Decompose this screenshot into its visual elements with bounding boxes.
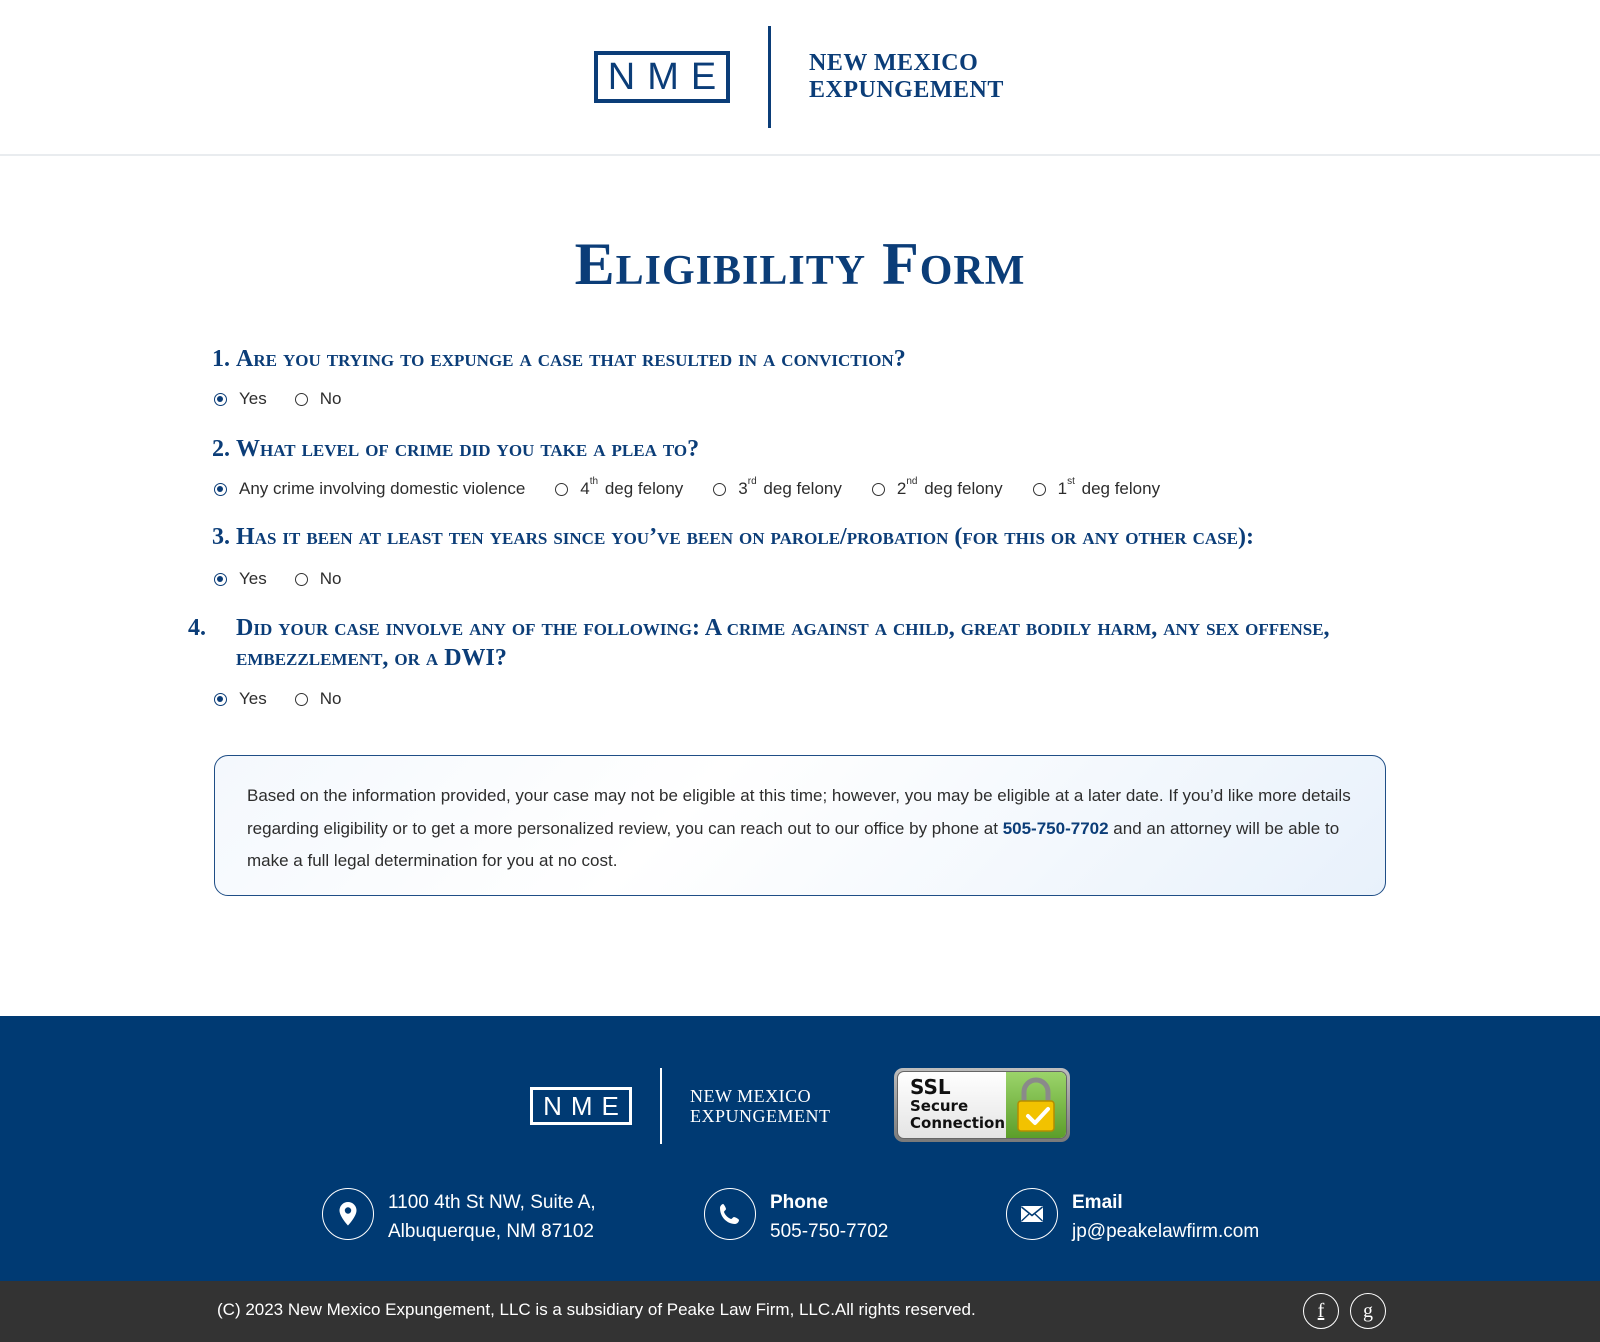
radio-button-checked[interactable] [214,693,227,706]
option-label [580,476,684,499]
notice-text-after: and an attorney will be able to make a full legal determination for you at no cost. [247,818,1340,870]
ssl-line-1: SSL [910,1075,951,1099]
radio-button[interactable] [1033,483,1046,496]
question-number: 3. [212,524,230,550]
address-text [388,1188,596,1246]
footer-email [1006,1188,1259,1246]
option-label: No [319,689,342,708]
phone-number[interactable]: 505-750-7702 [770,1221,889,1242]
facebook-icon[interactable]: f [1303,1293,1339,1329]
radio-option-yes[interactable] [214,389,267,409]
option-label: Yes [239,689,267,708]
question-2-options [214,477,1190,501]
question-number: 4. [188,615,206,641]
degree-text: deg felony [924,479,1003,498]
logo-divider [768,26,771,128]
site-footer [0,1016,1600,1281]
radio-button[interactable] [295,393,308,406]
page-title: Eligibility Form [574,231,1026,297]
envelope-glyph [1020,1205,1044,1223]
map-pin-icon [322,1188,374,1240]
degree-suffix: nd [906,476,918,488]
radio-option-no[interactable] [295,689,342,709]
notice-phone-link[interactable]: 505-750-7702 [1002,818,1109,838]
option-label [896,476,1003,499]
option-label [1057,476,1161,499]
question-4 [188,613,1388,673]
question-text: Are you trying to expunge a case that resulted in a conviction? [236,346,906,372]
radio-option-4th-deg-felony[interactable] [555,476,684,499]
logo-line-1: NEW MEXICO [809,50,979,76]
footer-logo[interactable] [530,1068,831,1144]
degree-number: 4 [580,479,590,498]
ssl-badge-inner [897,1071,1067,1139]
radio-button[interactable] [713,483,726,496]
copyright-text: (C) 2023 New Mexico Expungement, LLC is a subsidiary of Peake Law Firm, LLC.All rights reserved. [217,1300,976,1319]
radio-option-3rd-deg-felony[interactable] [713,476,842,499]
degree-text: deg felony [763,479,842,498]
copyright-bar [0,1281,1600,1342]
logo-wordmark [690,1086,831,1126]
address-line-1: 1100 4th St NW, Suite A, [388,1192,596,1213]
radio-button[interactable] [295,573,308,586]
degree-suffix: rd [747,476,757,488]
degree-number: 2 [896,479,907,498]
question-number: 1. [212,346,230,372]
question-2 [212,434,1392,464]
logo-abbreviation: NME [594,51,730,103]
question-text: What level of crime did you take a plea to? [236,436,700,462]
footer-address [322,1188,596,1246]
phone-heading: Phone [770,1192,829,1213]
phone-text [770,1188,888,1246]
padlock-icon-svg [1006,1072,1066,1139]
phone-icon[interactable] [704,1188,756,1240]
google-icon[interactable]: g [1350,1293,1386,1329]
radio-button-checked[interactable] [214,393,227,406]
logo-line-2: EXPUNGEMENT [690,1106,831,1126]
site-logo[interactable] [594,26,1004,128]
email-text [1072,1188,1259,1246]
logo-wordmark [809,50,1004,104]
site-header [0,0,1600,156]
eligibility-result-notice [214,755,1386,896]
question-4-options [214,687,371,711]
degree-number: 1 [1057,479,1068,498]
degree-text: deg felony [604,479,684,498]
question-text: Has it been at least ten years since you’ve been on parole/probation (for this or any other case): [236,524,1254,550]
question-3 [212,522,1402,552]
map-pin-glyph [338,1201,358,1227]
degree-text: deg felony [1081,479,1161,498]
question-3-options [214,567,371,591]
degree-suffix: st [1067,476,1075,488]
logo-divider [660,1068,662,1144]
padlock-icon [1006,1072,1066,1138]
radio-option-yes[interactable] [214,569,267,589]
option-label: Yes [239,569,267,588]
degree-suffix: th [589,476,599,488]
footer-phone [704,1188,888,1246]
radio-option-domestic-violence[interactable] [214,479,525,499]
ssl-secure-badge [894,1068,1070,1142]
option-label: Any crime involving domestic violence [239,479,526,498]
address-line-2: Albuquerque, NM 87102 [388,1221,594,1242]
question-text: Did your case involve any of the following: A crime against a child, great bodily harm, any sex offense, embezzlement, or a DWI? [236,615,1330,671]
radio-option-no[interactable] [295,389,342,409]
email-heading: Email [1072,1192,1123,1213]
ssl-line-3: Connection [910,1114,1006,1132]
ssl-badge-text [898,1072,1006,1138]
degree-number: 3 [738,479,748,498]
logo-line-1: NEW MEXICO [690,1086,812,1106]
question-1 [212,344,1392,374]
phone-glyph [718,1202,742,1226]
question-number: 2. [212,436,230,462]
radio-option-yes[interactable] [214,689,267,709]
radio-option-no[interactable] [295,569,342,589]
notice-text-before: Based on the information provided, your case may not be eligible at this time; however, you may be eligible at a later date. If you’d like more details regarding eligibility or to get a more personalized review, you can reach out to our office by phone at [247,786,1351,838]
radio-button[interactable] [872,483,885,496]
option-label: Yes [239,389,267,408]
logo-abbreviation: NME [530,1087,632,1125]
option-label: No [319,389,342,408]
radio-button[interactable] [555,483,568,496]
ssl-line-2: Secure [910,1097,969,1115]
question-1-options [214,387,371,411]
radio-option-2nd-deg-felony[interactable] [872,476,1003,499]
radio-option-1st-deg-felony[interactable] [1033,476,1161,499]
radio-button-checked[interactable] [214,573,227,586]
email-address[interactable]: jp@peakelawfirm.com [1072,1221,1260,1242]
option-label: No [319,569,342,588]
envelope-icon[interactable] [1006,1188,1058,1240]
radio-button-checked[interactable] [214,483,227,496]
option-label [738,476,842,499]
logo-line-2: EXPUNGEMENT [809,77,1004,103]
radio-button[interactable] [295,693,308,706]
